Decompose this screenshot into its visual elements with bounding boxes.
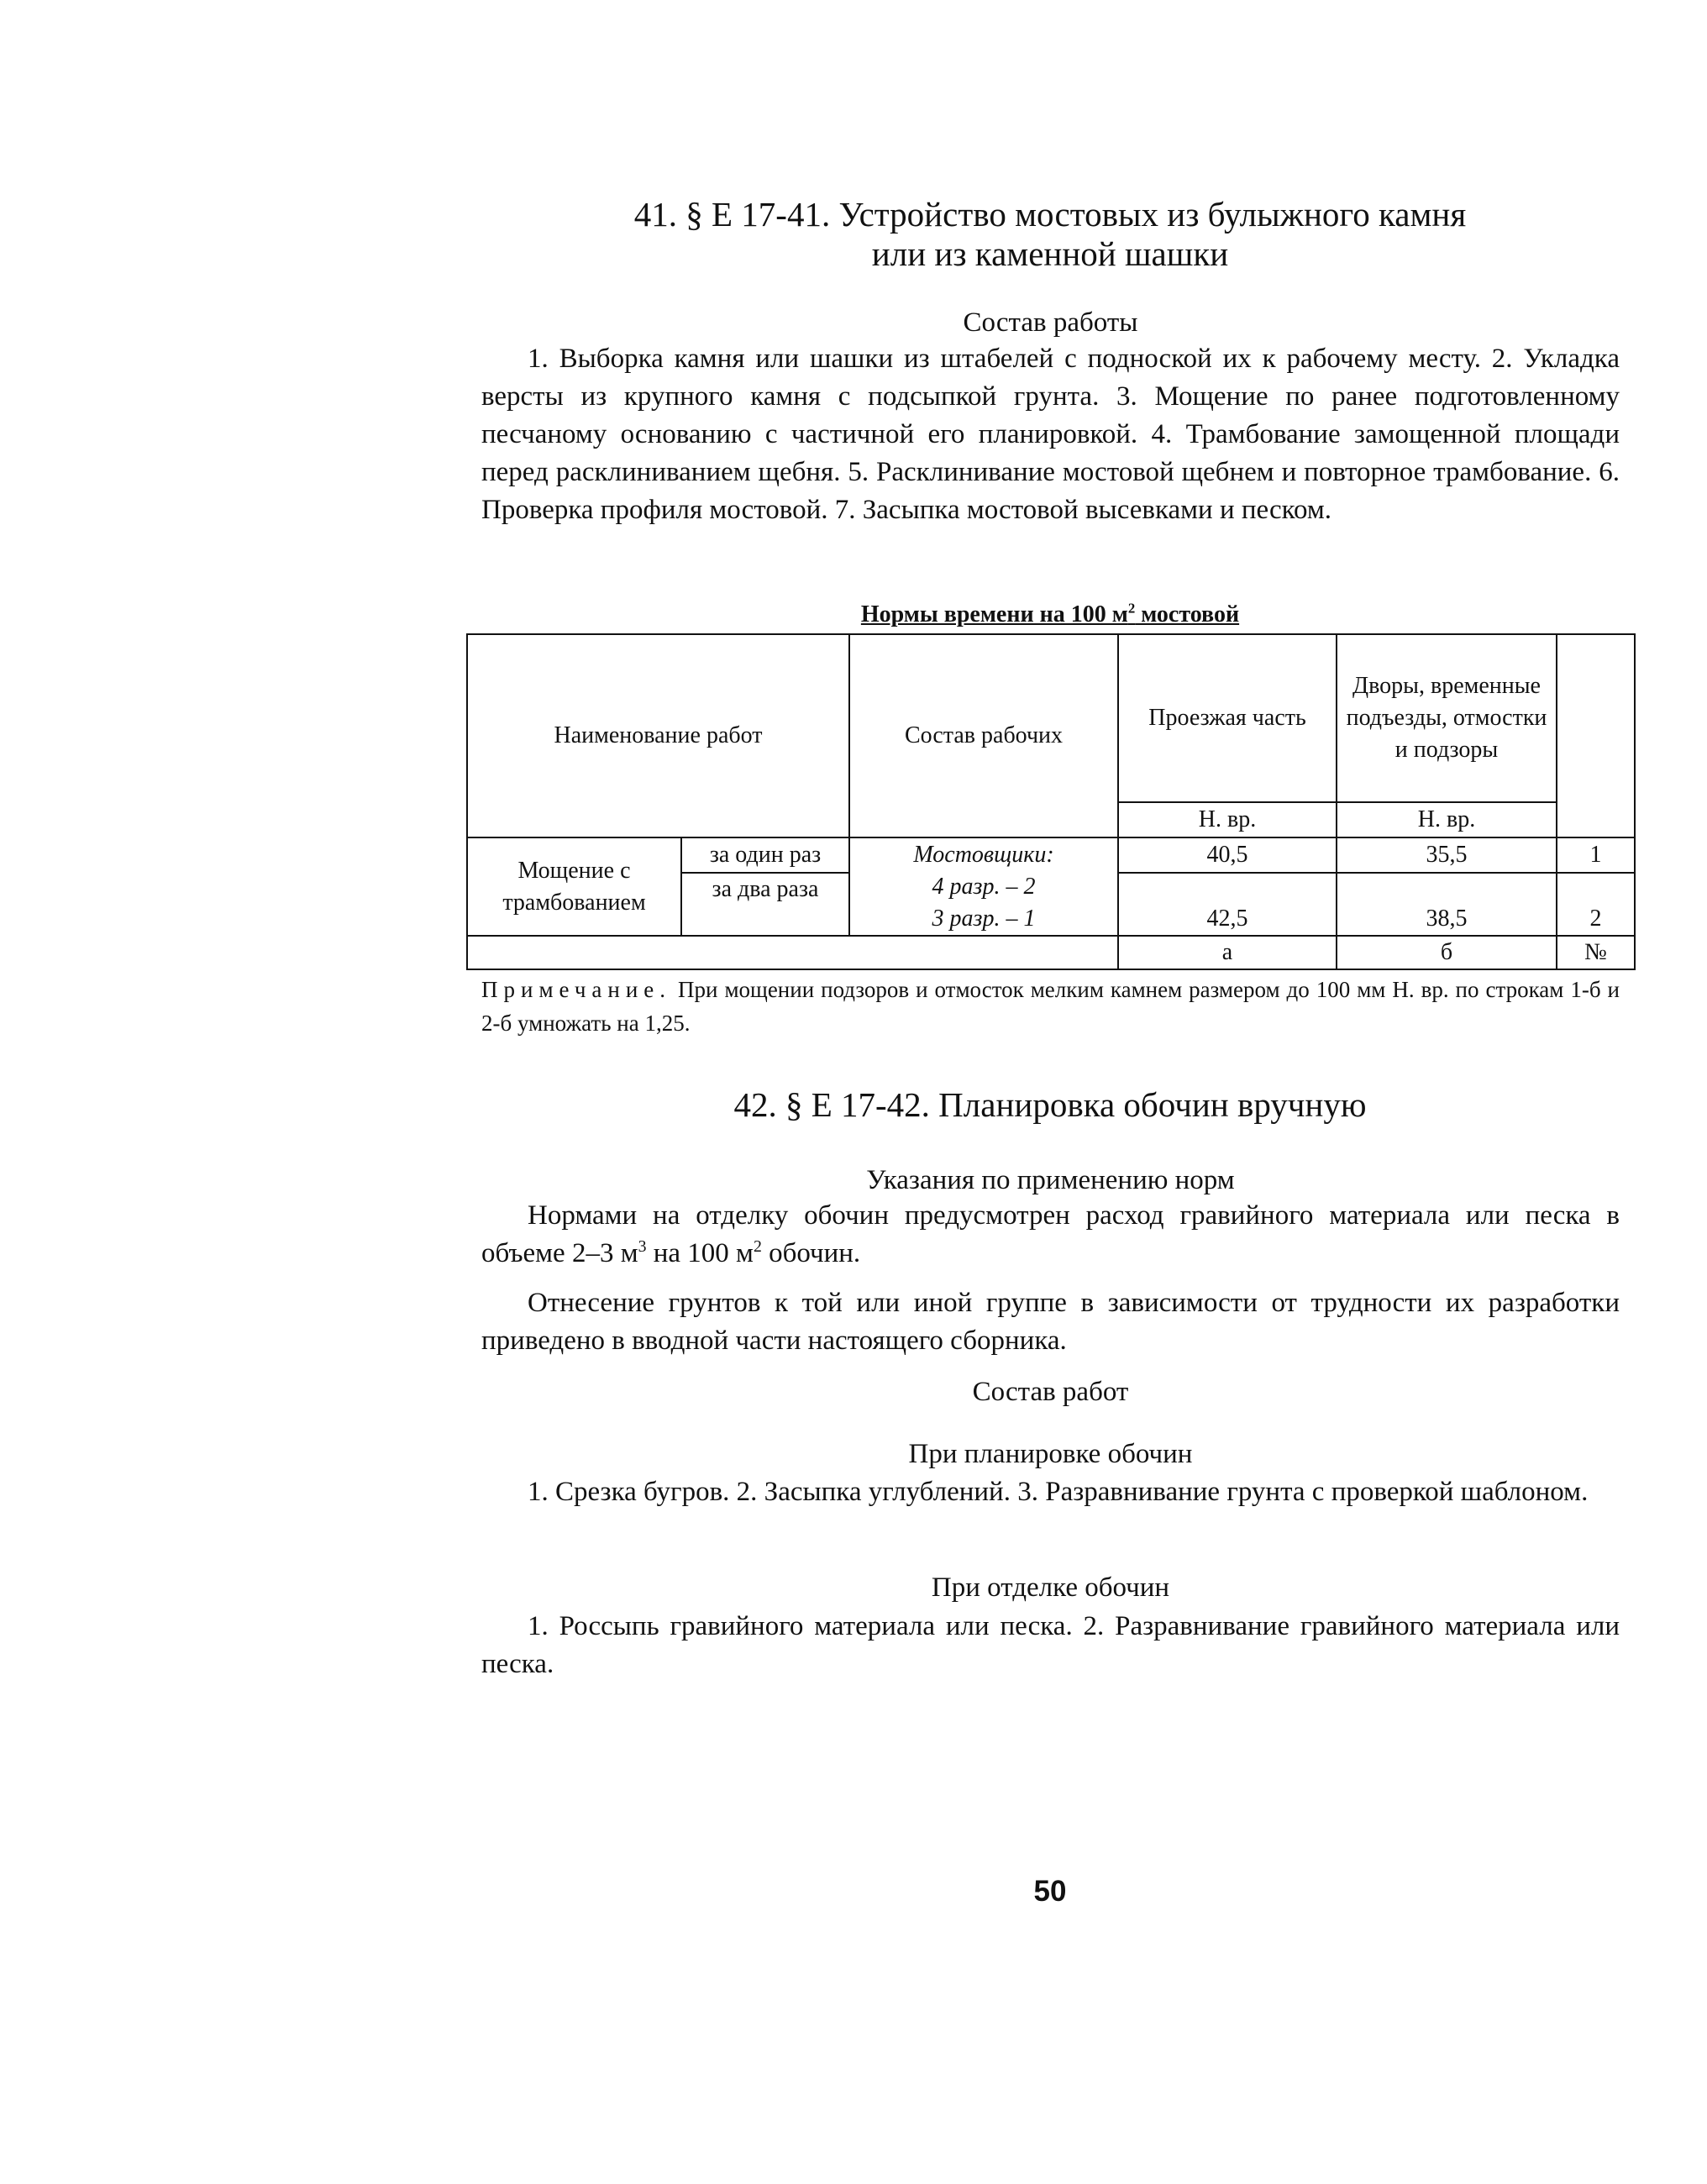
note-text: При мощении подзоров и отмосток мелким камнем размером до 100 мм Н. вр. по строкам 1-б и 2-б умножать на 1,25. xyxy=(481,977,1620,1036)
yards-value: 38,5 xyxy=(1337,873,1557,936)
composition-text xyxy=(481,340,1620,529)
crew-title: Мостовщики: xyxy=(913,841,1054,868)
crew-line: 4 разр. – 2 xyxy=(932,873,1036,900)
unit-roadway: Н. вр. xyxy=(1118,802,1337,837)
yards-value: 35,5 xyxy=(1337,837,1557,873)
table-title-text: Нормы времени на 100 м xyxy=(860,601,1128,627)
finishing-heading: При отделке обочин xyxy=(931,1572,1170,1603)
composition-heading: Состав работы xyxy=(963,307,1138,338)
crew-line: 3 разр. – 1 xyxy=(932,905,1036,932)
guidance-p1-b: на 100 м xyxy=(646,1238,754,1268)
section-41-title-line2: или из каменной шашки xyxy=(871,234,1229,273)
header-work-name: Наименование работ xyxy=(467,634,849,837)
norms-table xyxy=(466,633,1636,970)
header-crew: Состав рабочих xyxy=(849,634,1118,837)
table-letter-row xyxy=(467,936,1635,969)
table-note xyxy=(481,973,1620,1040)
table-header-row xyxy=(467,634,1635,802)
planning-heading: При планировке обочин xyxy=(908,1439,1193,1469)
guidance-paragraph-2: Отнесение грунтов к той или иной группе в зависимости от трудности их разработки приведено в вводной части настоящего сборника. xyxy=(481,1288,1620,1356)
guidance-p1-c: обочин. xyxy=(761,1238,861,1268)
roadway-value: 42,5 xyxy=(1118,873,1337,936)
header-yards: Дворы, временные подъезды, отмостки и подзоры xyxy=(1337,634,1557,802)
finishing-paragraph: 1. Россыпь гравийного материала или песка. 2. Разравнивание гравийного материала или песка. xyxy=(481,1611,1620,1679)
finishing-text xyxy=(481,1608,1620,1683)
row-number: 2 xyxy=(1557,873,1635,936)
section-41-title xyxy=(470,195,1630,274)
section-41-title-line1: 41. § Е 17-41. Устройство мостовых из булыжного камня xyxy=(633,195,1467,234)
row-number: 1 xyxy=(1557,837,1635,873)
column-letter-a: а xyxy=(1118,936,1337,969)
planning-text xyxy=(481,1473,1620,1511)
table-row xyxy=(467,837,1635,873)
composition-paragraph: 1. Выборка камня или шашки из штабелей с подноской их к рабочему месту. 2. Укладка версты из крупного камня с подсыпкой грунта. 3. Мощение по ранее подготовленному песчаному основанию с частичной его планировкой. 4. Трамбование замощенной площади перед расклиниванием щебня. 5. Расклинивание мостовой щебнем и повторное трамбование. 6. Проверка профиля мостовой. 7. Засыпка мостовой высевками и песком. xyxy=(481,344,1620,525)
subtype-cell: за два раза xyxy=(681,873,849,936)
guidance-text xyxy=(481,1197,1620,1360)
roadway-value: 40,5 xyxy=(1118,837,1337,873)
work-name-cell: Мощение с трамбованием xyxy=(467,837,681,936)
guidance-p1-a: Нормами на отделку обочин предусмотрен расход гравийного материала или песка в объеме 2–3 м xyxy=(481,1200,1620,1268)
column-number-sign: № xyxy=(1557,936,1635,969)
section-42-title: 42. § Е 17-42. Планировка обочин вручную xyxy=(733,1085,1367,1124)
column-letter-b: б xyxy=(1337,936,1557,969)
page-number: 50 xyxy=(1033,1875,1067,1908)
subtype-cell: за один раз xyxy=(681,837,849,873)
unit-yards: Н. вр. xyxy=(1337,802,1557,837)
guidance-heading: Указания по применению норм xyxy=(866,1165,1235,1195)
table-title-sup: 2 xyxy=(1127,600,1136,617)
guidance-p1-sup1: 3 xyxy=(638,1237,647,1256)
guidance-paragraph-1 xyxy=(481,1197,1620,1273)
note-label: Примечание. xyxy=(481,977,672,1002)
table-title xyxy=(466,601,1634,628)
letter-blank xyxy=(467,936,1118,969)
table-title-suffix: мостовой xyxy=(1135,601,1240,627)
crew-cell xyxy=(849,837,1118,936)
planning-paragraph: 1. Срезка бугров. 2. Засыпка углублений. 3. Разравнивание грунта с проверкой шаблоном. xyxy=(528,1477,1589,1507)
header-roadway: Проезжая часть xyxy=(1118,634,1337,802)
works-heading: Состав работ xyxy=(972,1377,1129,1407)
guidance-p1-sup2: 2 xyxy=(753,1237,762,1256)
header-number-blank xyxy=(1557,634,1635,837)
